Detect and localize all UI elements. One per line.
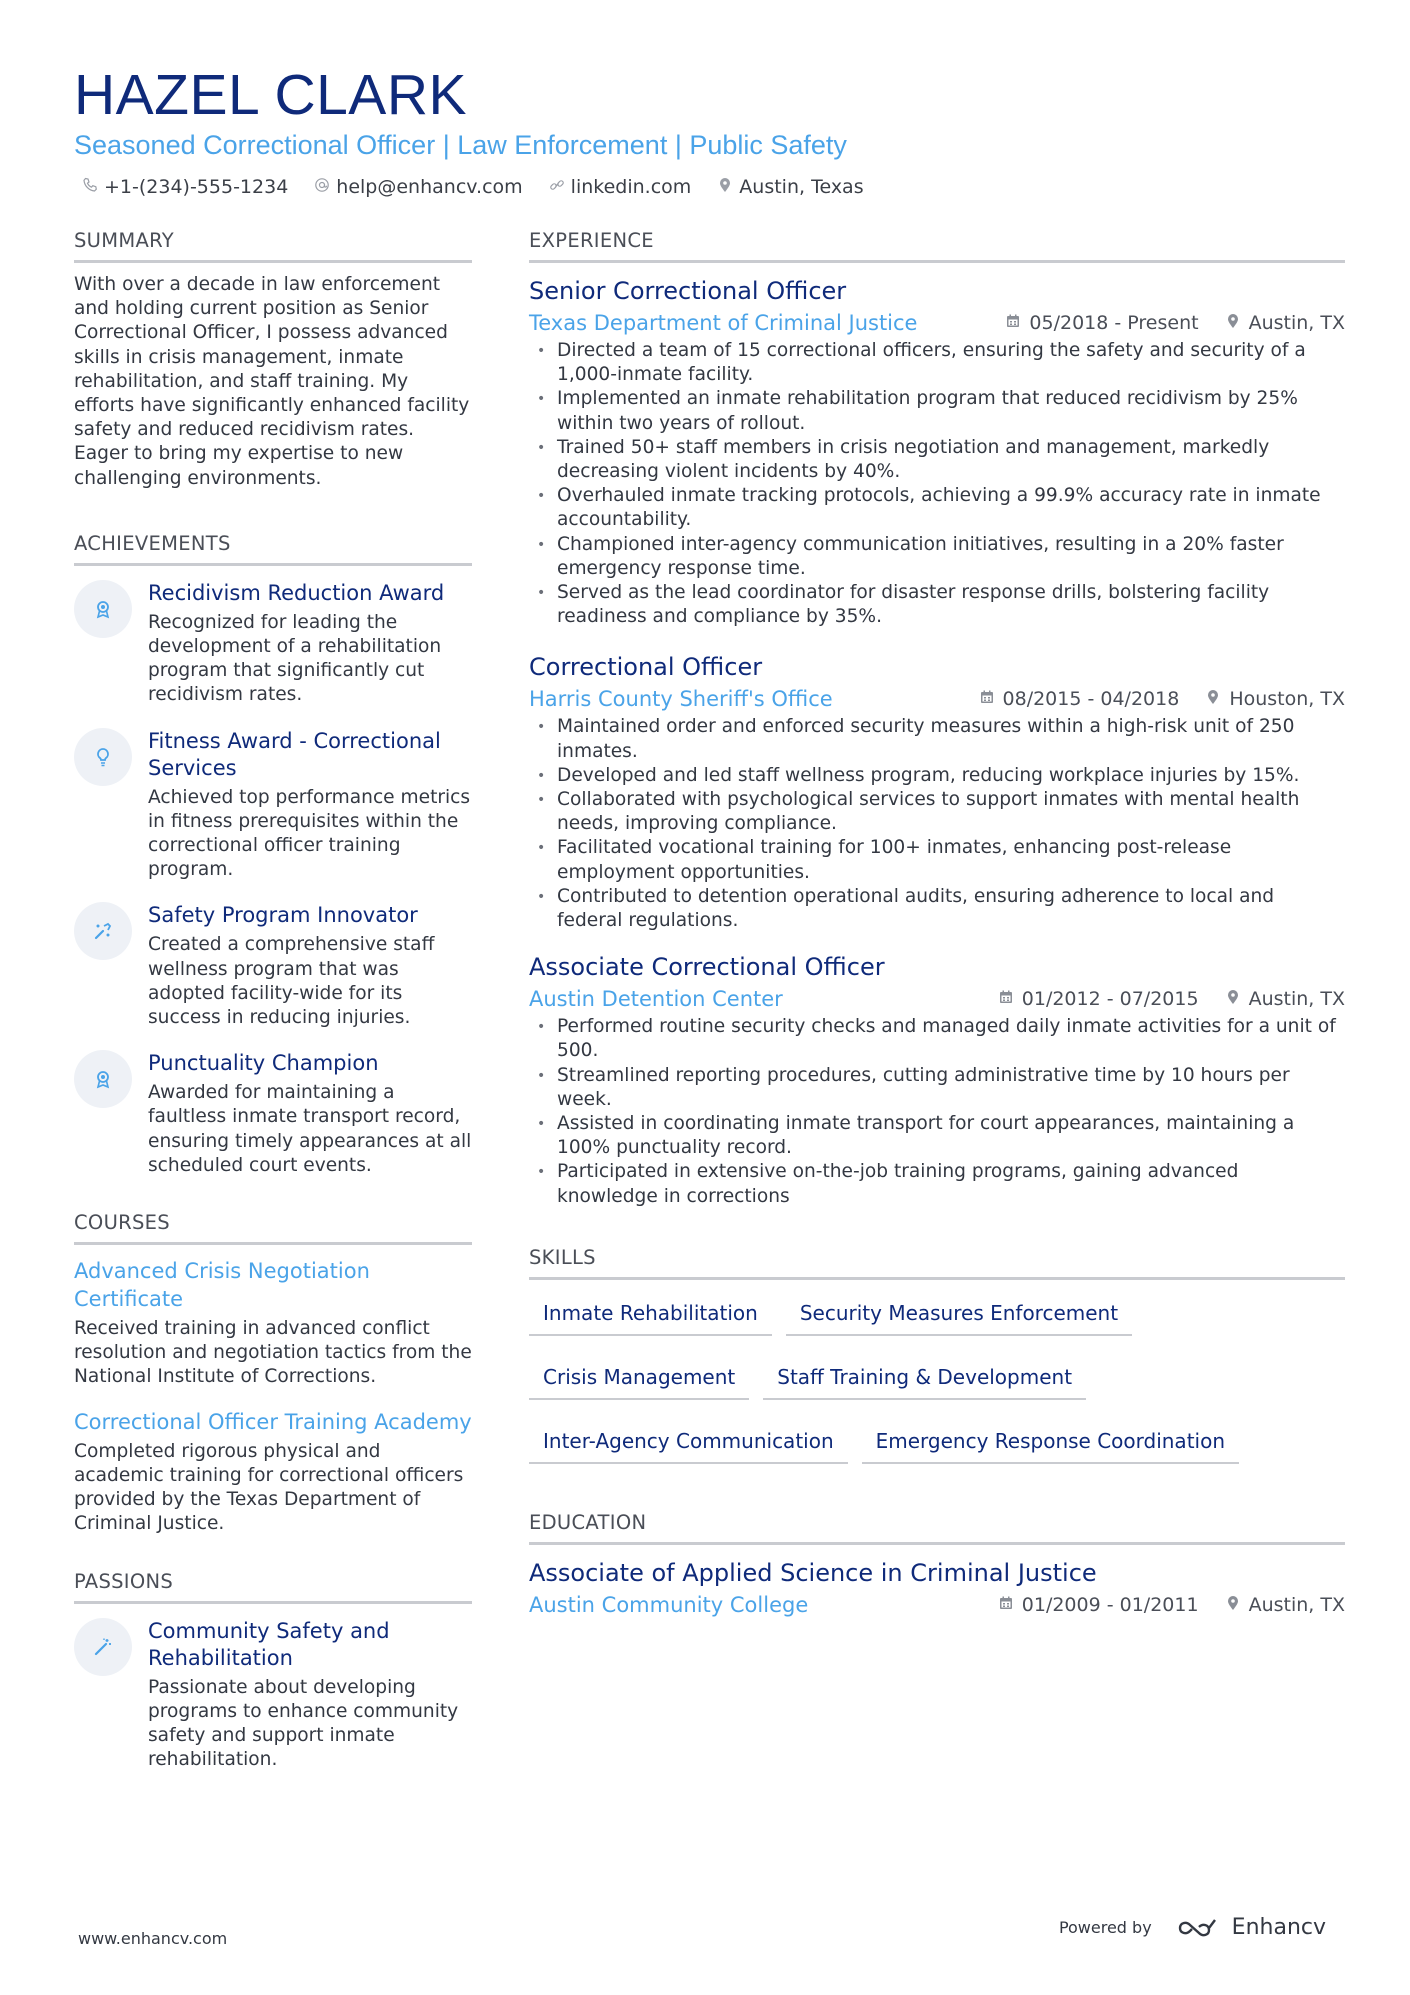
passion-title: Community Safety and Rehabilitation	[148, 1618, 390, 1670]
job-location	[1225, 988, 1345, 1010]
contact-email[interactable]	[314, 176, 522, 198]
achievement-item	[74, 1050, 472, 1178]
job-bullet: • Trained 50+ staff members in crisis negotiation and management, markedly decreasing violent incidents by 40%.	[529, 436, 1345, 484]
achievement-title: Recidivism Reduction Award	[148, 580, 445, 605]
calendar-icon	[1005, 312, 1021, 334]
location-text: Austin, Texas	[739, 176, 864, 198]
job-dates-text: 05/2018 - Present	[1029, 312, 1199, 334]
phone-text: +1-(234)-555-1234	[104, 176, 289, 198]
skills-heading: SKILLS	[529, 1245, 1345, 1280]
job-company: Harris County Sheriff's Office	[529, 687, 833, 712]
education-heading: EDUCATION	[529, 1510, 1345, 1545]
contact-list	[82, 176, 1344, 198]
left-column	[74, 228, 472, 1792]
job-dates-text: 08/2015 - 04/2018	[1002, 688, 1180, 711]
location-icon	[1205, 688, 1221, 710]
enhancv-logo[interactable]	[1176, 1915, 1326, 1940]
email-text: help@enhancv.com	[336, 176, 523, 198]
course-item	[74, 1408, 472, 1537]
footer-website[interactable]: www.enhancv.com	[78, 1929, 228, 1948]
footer-brand	[1059, 1915, 1326, 1940]
powered-by-text: Powered by	[1058, 1918, 1152, 1937]
summary-heading: SUMMARY	[74, 228, 472, 263]
school-name: Austin Community College	[529, 1592, 809, 1617]
job-bullet: • Developed and led staff wellness program, reducing workplace injuries by 15%.	[529, 764, 1345, 788]
job-bullet: • Facilitated vocational training for 100+ inmates, enhancing post-release employment opportunities.	[529, 836, 1345, 884]
job-title: Correctional Officer	[529, 653, 763, 682]
course-title: Correctional Officer Training Academy	[74, 1409, 472, 1434]
job-company: Texas Department of Criminal Justice	[529, 311, 918, 335]
at-icon	[314, 176, 330, 198]
courses-section	[74, 1210, 472, 1536]
education-dates	[998, 1594, 1199, 1616]
award-icon	[74, 580, 132, 638]
course-desc: Completed rigorous physical and academic training for correctional officers provided by the Texas Department of Criminal Justice.	[74, 1440, 464, 1535]
candidate-title: Seasoned Correctional Officer | Law Enforcement | Public Safety	[74, 130, 847, 160]
job-bullet: • Served as the lead coordinator for disaster response drills, bolstering facility readiness and compliance by 35%.	[529, 581, 1345, 629]
contact-location	[717, 176, 863, 198]
linkedin-text: linkedin.com	[570, 176, 692, 198]
location-icon	[1225, 1594, 1241, 1616]
skills-list	[529, 1294, 1345, 1464]
job-location-text: Houston, TX	[1229, 688, 1345, 711]
education-dates-text: 01/2009 - 01/2011	[1021, 1593, 1199, 1616]
award-icon	[74, 1050, 132, 1108]
passion-desc: Passionate about developing programs to enhance community safety and support inmate rehabilitation.	[148, 1676, 459, 1771]
achievement-item	[74, 580, 472, 708]
achievement-title: Fitness Award - Correctional Services	[148, 728, 441, 780]
achievement-title: Punctuality Champion	[148, 1051, 379, 1076]
courses-heading: COURSES	[74, 1210, 472, 1245]
right-column	[529, 228, 1345, 1633]
course-title: Advanced Crisis Negotiation Certificate	[74, 1259, 370, 1312]
job-bullets	[529, 1015, 1345, 1209]
job-bullet: • Contributed to detention operational audits, ensuring adherence to local and federal regulations.	[529, 885, 1345, 933]
job-entry	[529, 275, 1345, 629]
job-location-text: Austin, TX	[1248, 988, 1345, 1011]
lightbulb-icon	[74, 728, 132, 786]
education-location	[1225, 1594, 1345, 1616]
achievements-section	[74, 531, 472, 1178]
candidate-name: HAZEL CLARK	[74, 63, 468, 127]
contact-phone	[82, 176, 288, 198]
job-bullet: • Championed inter-agency communication initiatives, resulting in a 20% faster emergency response time.	[529, 533, 1345, 581]
contact-linkedin[interactable]	[549, 176, 692, 198]
course-desc: Received training in advanced conflict resolution and negotiation tactics from the National Institute of Corrections.	[74, 1318, 472, 1388]
job-bullet: • Maintained order and enforced security measures within a high-risk unit of 250 inmates.	[529, 715, 1345, 763]
achievement-desc: Recognized for leading the development of a rehabilitation program that significantly cut recidivism rates.	[148, 611, 442, 706]
job-bullet: • Implemented an inmate rehabilitation program that reduced recidivism by 25% within two years of rollout.	[529, 387, 1345, 435]
passions-section	[74, 1569, 472, 1773]
job-company: Austin Detention Center	[529, 987, 783, 1012]
summary-section	[74, 228, 472, 491]
job-location	[1205, 688, 1345, 710]
job-bullets	[529, 339, 1345, 629]
location-icon	[1225, 312, 1241, 334]
job-dates	[979, 688, 1180, 710]
job-bullet: • Collaborated with psychological services to support inmates with mental health needs, improving compliance.	[529, 788, 1345, 836]
job-bullet: • Streamlined reporting procedures, cutting administrative time by 10 hours per week.	[529, 1064, 1345, 1112]
skill-tag: Crisis Management	[529, 1358, 749, 1400]
job-entry	[529, 951, 1345, 1209]
job-dates	[1005, 312, 1198, 334]
link-icon	[549, 176, 565, 198]
job-dates-text: 01/2012 - 07/2015	[1021, 988, 1199, 1011]
calendar-icon	[998, 988, 1014, 1010]
skills-section	[529, 1245, 1345, 1464]
course-item	[74, 1257, 472, 1390]
job-entry	[529, 651, 1345, 933]
job-location	[1225, 312, 1345, 334]
summary-text: With over a decade in law enforcement and holding current position as Senior Correctional Officer, I possess advanced skills in crisis management, inmate rehabilitation, and staff training. My efforts have significantly enhanced facility safety and reduced recidivism rates. Eager to bring my expertise to new challenging environments.	[74, 274, 470, 489]
brand-name: Enhancv	[1231, 1915, 1326, 1940]
magic-wand-icon	[74, 1618, 132, 1676]
achievement-desc: Achieved top performance metrics in fitness prerequisites within the correctional officer training program.	[148, 786, 471, 881]
resume-header	[74, 62, 1344, 198]
achievement-item	[74, 728, 472, 883]
achievement-desc: Awarded for maintaining a faultless inmate transport record, ensuring timely appearances at all scheduled court events.	[148, 1082, 472, 1176]
education-section	[529, 1510, 1345, 1619]
infinity-icon	[1176, 1916, 1222, 1940]
achievement-title: Safety Program Innovator	[148, 903, 418, 928]
calendar-icon	[979, 688, 995, 710]
job-bullet: • Participated in extensive on-the-job training programs, gaining advanced knowledge in corrections	[529, 1160, 1345, 1208]
passion-item	[74, 1618, 472, 1773]
skill-tag: Security Measures Enforcement	[786, 1294, 1132, 1336]
achievement-item	[74, 902, 472, 1030]
location-icon	[717, 176, 733, 198]
job-title: Associate Correctional Officer	[529, 953, 885, 982]
job-bullet: • Performed routine security checks and managed daily inmate activities for a unit of 500.	[529, 1015, 1345, 1063]
experience-section	[529, 228, 1345, 1209]
skill-tag: Inter-Agency Communication	[529, 1422, 848, 1464]
education-entry	[529, 1557, 1345, 1619]
phone-icon	[82, 176, 98, 198]
achievements-heading: ACHIEVEMENTS	[74, 531, 472, 566]
wrench-icon	[74, 902, 132, 960]
experience-heading: EXPERIENCE	[529, 228, 1345, 263]
job-location-text: Austin, TX	[1248, 312, 1345, 334]
achievement-desc: Created a comprehensive staff wellness program that was adopted facility-wide for its success in reducing injuries.	[148, 934, 435, 1029]
location-icon	[1225, 988, 1241, 1010]
skill-tag: Staff Training & Development	[763, 1358, 1086, 1400]
job-title: Senior Correctional Officer	[529, 277, 847, 305]
job-dates	[998, 988, 1199, 1010]
job-bullet: • Overhauled inmate tracking protocols, achieving a 99.9% accuracy rate in inmate accountability.	[529, 484, 1345, 532]
skill-tag: Emergency Response Coordination	[862, 1422, 1239, 1464]
job-bullets	[529, 715, 1345, 933]
calendar-icon	[998, 1594, 1014, 1616]
skill-tag: Inmate Rehabilitation	[529, 1294, 772, 1336]
degree-title: Associate of Applied Science in Criminal Justice	[529, 1558, 1097, 1587]
job-bullet: • Assisted in coordinating inmate transport for court appearances, maintaining a 100% punctuality record.	[529, 1112, 1345, 1160]
passions-heading: PASSIONS	[74, 1569, 472, 1604]
education-location-text: Austin, TX	[1248, 1593, 1345, 1616]
job-bullet: • Directed a team of 15 correctional officers, ensuring the safety and security of a 1,000-inmate facility.	[529, 339, 1345, 387]
